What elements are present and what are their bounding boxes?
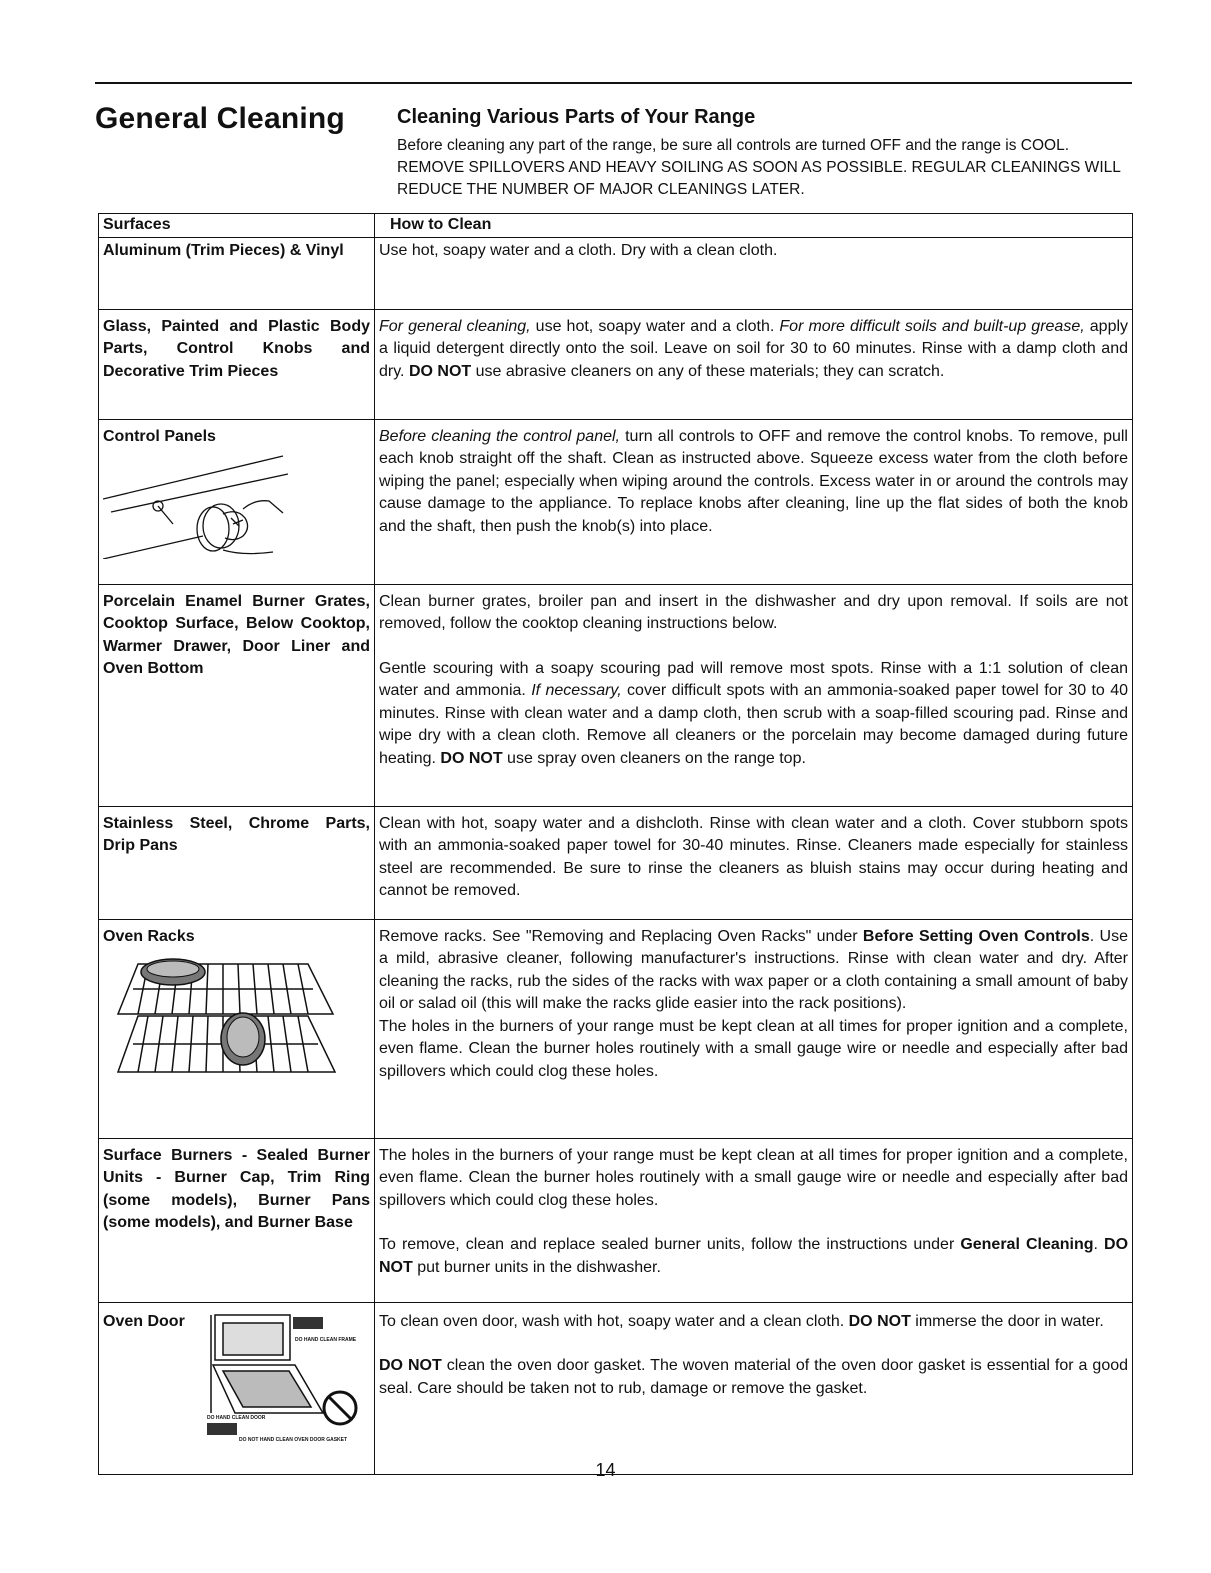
how-text: Before cleaning the control panel, [379, 427, 620, 445]
surface-cell: Aluminum (Trim Pieces) & Vinyl [99, 237, 375, 309]
how-text: If necessary, [531, 682, 622, 699]
how-text: DO NOT [379, 1236, 1129, 1276]
how-text: use abrasive cleaners on any of these materials; they can scratch. [471, 362, 945, 380]
how-text: The holes in the burners of your range must be kept clean at all times for proper ignition and a complete, even flame. Clean the burner holes routinely with a small gauge wire or needle and especially after bad spillovers which could clog these holes. [379, 1017, 1128, 1080]
how-text: apply a liquid detergent directly onto the soil. Leave on soil for 30 to 60 minutes. Rinse with a damp cloth and dry. [379, 317, 1129, 380]
how-text: use hot, soapy water and a cloth. [530, 317, 780, 335]
surface-cell: Surface Burners - Sealed Burner Units - Burner Cap, Trim Ring (some models), Burner Pans (some models), and Burner Base [99, 1138, 375, 1302]
oven-racks-illustration [103, 954, 343, 1079]
how-text: . Use a mild, abrasive cleaner, following manufacturer's instructions. Rinse with clean water and dry. After cleaning the racks, rub the sides of the racks with wax paper or a cloth containing a small amount of baby oil or salad oil (this will make the racks glide easier into the rack positions). [379, 927, 1129, 1012]
how-paragraph [379, 1234, 1128, 1279]
how-text: Before Setting Oven Controls [862, 927, 1090, 945]
header-how-to-clean: How to Clean [375, 214, 1133, 238]
how-text: General Cleaning [960, 1236, 1094, 1253]
surface-cell: Stainless Steel, Chrome Parts, Drip Pans [99, 806, 375, 919]
how-text: To clean oven door, wash with hot, soapy water and a clean cloth. [379, 1312, 849, 1330]
table-row [99, 309, 1133, 419]
how-text: DO NOT [408, 362, 472, 380]
how-text: . [1093, 1236, 1105, 1253]
surface-label: Control Panels [103, 427, 216, 445]
how-paragraph: Clean burner grates, broiler pan and insert in the dishwasher and dry upon removal. If soils are not removed, follow the cooktop cleaning instructions below. [379, 592, 1128, 632]
control-knob-illustration [103, 454, 303, 559]
how-to-clean-cell [375, 584, 1133, 806]
how-paragraph: The holes in the burners of your range must be kept clean at all times for proper ignition and a complete, even flame. Clean the burner holes routinely with a small gauge wire or needle and especially after bad spillovers which could clog these holes. [379, 1146, 1128, 1209]
how-text: For general cleaning, [379, 317, 531, 335]
how-paragraph [379, 658, 1128, 771]
how-text: clean the oven door gasket. The woven material of the oven door gasket is essential for a good seal. Care should be taken not to rub, damage or remove the gasket. [379, 1357, 1129, 1397]
header-surfaces: Surfaces [99, 214, 375, 238]
label-hand-clean-door: DO HAND CLEAN DOOR [207, 1414, 266, 1421]
section-title: General Cleaning [95, 102, 345, 135]
intro-heading: Cleaning Various Parts of Your Range [397, 106, 756, 128]
how-text: DO NOT [848, 1312, 911, 1330]
cleaning-table [98, 213, 1133, 1475]
how-text: DO NOT [379, 1357, 442, 1374]
how-paragraph [379, 1311, 1128, 1334]
label-do-not-clean-gasket: DO NOT HAND CLEAN OVEN DOOR GASKET [239, 1436, 348, 1443]
table-row [99, 1138, 1133, 1302]
how-text: put burner units in the dishwasher. [412, 1258, 661, 1276]
how-text: Gentle scouring with a soapy scouring pad will remove most spots. Rinse with a 1:1 solution of clean water and ammonia. [379, 659, 1128, 699]
how-to-clean-cell [375, 309, 1133, 419]
table-header-row [99, 214, 1133, 238]
table-row [99, 1302, 1133, 1474]
surface-cell [99, 1302, 375, 1474]
surface-label: Oven Door [103, 1312, 185, 1330]
how-to-clean-cell [375, 1302, 1133, 1474]
surface-cell: Glass, Painted and Plastic Body Parts, Control Knobs and Decorative Trim Pieces [99, 309, 375, 419]
how-to-clean-cell [375, 1138, 1133, 1302]
table-row [99, 806, 1133, 919]
surface-cell [99, 919, 375, 1138]
surface-cell: Porcelain Enamel Burner Grates, Cooktop Surface, Below Cooktop, Warmer Drawer, Door Liner and Oven Bottom [99, 584, 375, 806]
table-row [99, 919, 1133, 1138]
table-row [99, 419, 1133, 584]
how-text: immerse the door in water. [910, 1312, 1104, 1330]
how-to-clean-cell: Use hot, soapy water and a cloth. Dry with a clean cloth. [375, 237, 1133, 309]
intro-block [397, 106, 1137, 201]
surface-label: Oven Racks [103, 927, 195, 945]
table-row [99, 237, 1133, 309]
how-text: Remove racks. See "Removing and Replacing Oven Racks" under [379, 927, 863, 945]
how-text: To remove, clean and replace sealed burner units, follow the instructions under [379, 1236, 961, 1253]
label-hand-clean-frame: DO HAND CLEAN FRAME [295, 1336, 357, 1343]
how-to-clean-cell: Clean with hot, soapy water and a dishcloth. Rinse with clean water and a cloth. Cover stubborn spots with an ammonia-soaked paper towel for 30-40 minutes. Rinse. Cleaners made especially for stainless steel are recommended. Be sure to rinse the cleaners as bluish stains may occur during heating and cannot be removed. [375, 806, 1133, 919]
oven-door-illustration [205, 1313, 365, 1448]
how-text: For more difficult soils and built-up grease, [779, 317, 1085, 335]
intro-text: Before cleaning any part of the range, be sure all controls are turned OFF and the range is COOL. REMOVE SPILLOVERS AND HEAVY SOILING AS SOON AS POSSIBLE. REGULAR CLEANINGS WILL REDUCE THE NUMBER OF MAJOR CLEANINGS LATER. [397, 137, 1121, 198]
how-to-clean-cell [375, 919, 1133, 1138]
page-number: 14 [595, 1460, 616, 1480]
table-row [99, 584, 1133, 806]
how-text: cover difficult spots with an ammonia-soaked paper towel for 30 to 40 minutes. Rinse with clean water and a damp cloth, then scrub with a soap-filled scouring pad. Rinse and wipe dry with a clean cloth. Remove all cleaners or the porcelain may become damaged during future heating. [379, 682, 1128, 767]
how-to-clean-cell [375, 419, 1133, 584]
surface-cell [99, 419, 375, 584]
how-text: turn all controls to OFF and remove the control knobs. To remove, pull each knob straight off the shaft. Clean as instructed above. Squeeze excess water from the cloth before wiping the panel; especially when wiping around the controls. Excess water in or around the controls may cause damage to the appliance. To replace knobs after cleaning, line up the flat sides of both the knob and the shaft, then push the knob(s) into place. [379, 427, 1128, 535]
top-rule [95, 82, 1132, 84]
how-text: DO NOT [440, 749, 503, 767]
how-paragraph [379, 1355, 1128, 1400]
how-text: use spray oven cleaners on the range top. [502, 749, 806, 767]
